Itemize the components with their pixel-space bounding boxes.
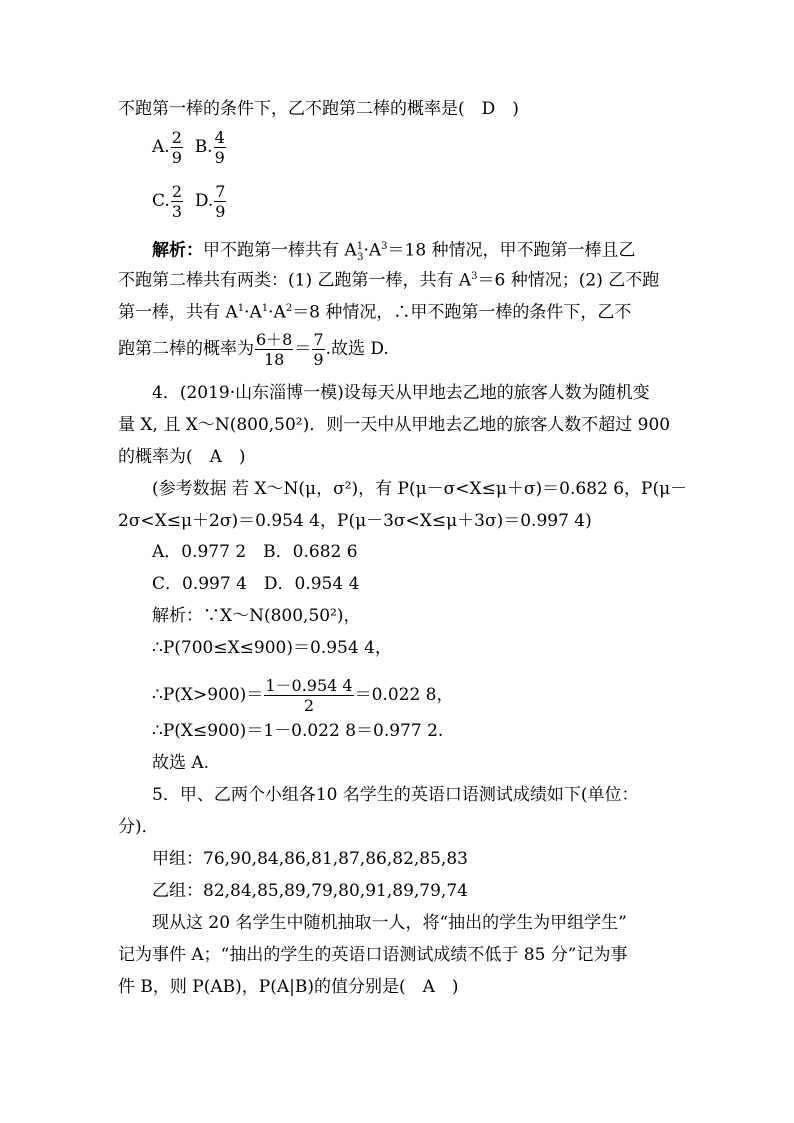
q4-solution-line-4: ∴P(X≤900)＝1－0.022 8＝0.977 2. <box>152 721 444 741</box>
q3-opt-c-label: C. <box>152 191 170 211</box>
q4-frac: $\frac{1-0.954 4}{2}$ <box>265 676 353 715</box>
q3-opt-d-frac: $\frac{7}{9}$ <box>215 182 226 221</box>
q4-solution-line-3: ∴P(X>900)＝ $\frac{1-0.954 4}{2}$ ＝0.022 8， <box>152 676 454 715</box>
q4-solution-line-5: 故选 A. <box>152 753 210 773</box>
q3-options-cd <box>152 182 227 221</box>
q3-opt-d-label: D. <box>194 191 214 211</box>
q3-solution-line-1: 解析：甲不跑第一棒共有 $A^1_3\cdot A^3=18$ 种情况，甲不跑第一棒且乙 <box>152 240 636 264</box>
q4-line-1: 4．(2019·山东淄博一模)设每天从甲地去乙地的旅客人数为随机变 <box>152 383 650 403</box>
q3-frac-7-over-9: $\frac{7}{9}$ <box>313 330 324 369</box>
q4-options-cd: C．0.997 4 D．0.954 4 <box>152 574 360 594</box>
q4-solution-line-1: 解析：∵X～N(800,50²)， <box>152 606 361 626</box>
q3-stem-tail: 不跑第一棒的条件下，乙不跑第二棒的概率是( D ) <box>118 99 519 119</box>
q5-line-2: 分)． <box>118 817 159 837</box>
q5-group-b-scores: 乙组：82,84,85,89,79,80,91,89,79,74 <box>152 881 468 901</box>
q3-opt-b-label: B. <box>194 137 213 157</box>
q3-solution-line-4: 跑第二棒的概率为 $\frac{6+8}{18}$ ＝ $\frac{7}{9}$ .故选 D. <box>118 330 389 369</box>
q4-line-3: 的概率为( A ) <box>118 447 246 467</box>
q3-solution-line-2: 不跑第二棒共有两类：(1) 乙跑第一棒，共有 $A^3=6$ 种情况；(2) 乙不跑 <box>118 270 660 291</box>
q4-line-2: 量 X, 且 X～N(800,50²)．则一天中从甲地去乙地的旅客人数不超过 900 <box>118 415 671 435</box>
q4-options-ab: A．0.977 2 B．0.682 6 <box>152 542 358 562</box>
q3-opt-a-frac: $\frac{2}{9}$ <box>171 128 182 167</box>
q3-options-ab <box>152 128 227 167</box>
q3-opt-b-frac: $\frac{4}{9}$ <box>214 128 225 167</box>
q5-line-7: 件 B，则 P(AB)，P(A|B)的值分别是( A ) <box>118 977 459 997</box>
q4-reference-line-2: 2σ<X≤μ＋2σ)＝0.954 4，P(μ－3σ<X≤μ＋3σ)＝0.997 4) <box>118 511 592 531</box>
q5-line-5: 现从这 20 名学生中随机抽取一人，将“抽出的学生为甲组学生” <box>152 913 627 933</box>
q4-reference-line-1: (参考数据 若 X～N(μ，σ²)，有 P(μ－σ<X≤μ＋σ)＝0.682 6，P(μ－ <box>152 479 688 499</box>
q3-opt-c-frac: $\frac{2}{3}$ <box>171 182 182 221</box>
q3-opt-a-label: A. <box>152 137 170 157</box>
q4-solution-line-2: ∴P(700≤X≤900)＝0.954 4， <box>152 638 392 658</box>
q5-line-6: 记为事件 A；“抽出的学生的英语口语测试成绩不低于 85 分”记为事 <box>118 945 628 965</box>
q5-group-a-scores: 甲组：76,90,84,86,81,87,86,82,85,83 <box>152 849 468 869</box>
q3-frac-6plus8-over-18: $\frac{6+8}{18}$ <box>256 330 293 369</box>
q3-solution-line-3: 第一棒，共有 $A^1\cdot A^1\cdot A^2=8$ 种情况，∴甲不跑第一棒的条件下，乙不 <box>118 302 632 323</box>
q5-line-1: 5．甲、乙两个小组各10 名学生的英语口语测试成绩如下(单位： <box>152 785 639 805</box>
q3-solution-label: 解析： <box>152 240 203 261</box>
